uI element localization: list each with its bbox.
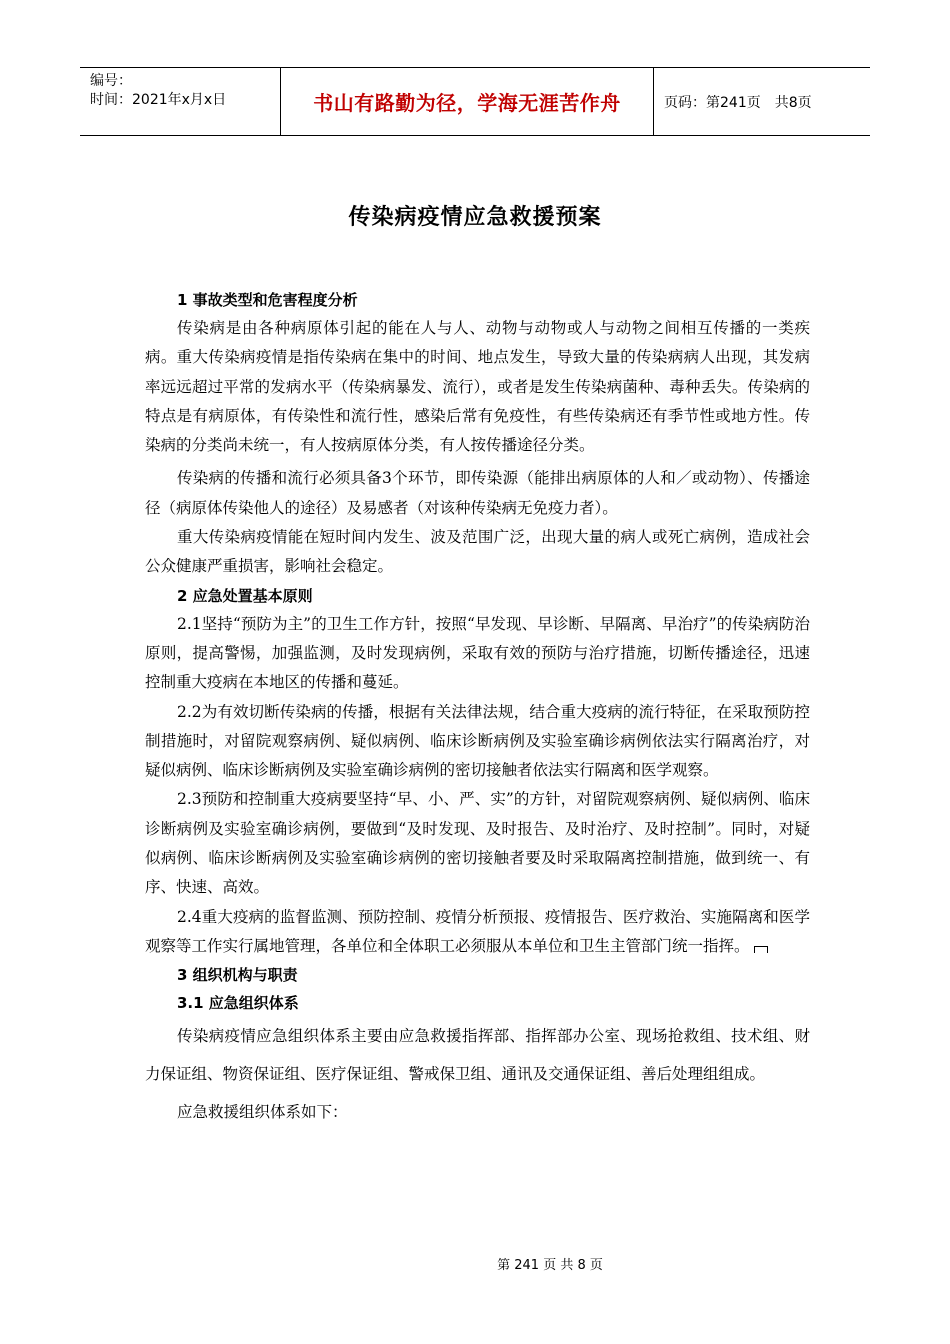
header-total-label: 共8页 [774,94,812,111]
section-1-paragraph-3: 重大传染病疫情能在短时间内发生、波及范围广泛，出现大量的病人或死亡病例，造成社会公众健康严重损害，影响社会稳定。 [145,528,810,576]
page-footer: 第 241 页 共 8 页 [497,1258,603,1273]
header-page-info [654,68,870,135]
document-title: 传染病疫情应急救援预案 [348,205,602,230]
section-2-paragraph-3: 2.3预防和控制重大疫病要坚持“早、小、严、实”的方针，对留院观察病例、疑似病例、临床诊断病例及实验室确诊病例，要做到“及时发现、及时报告、及时治疗、及时控制”。同时，对疑似病例、临床诊断病例及实验室确诊病例的密切接触者要及时采取隔离控制措施，做到统一、有序、快速、高效。 [145,790,810,897]
doc-number-label: 编号： [90,73,132,89]
section-1-paragraph-1: 传染病是由各种病原体引起的能在人与人、动物与动物或人与动物之间相互传播的一类疾病。重大传染病疫情是指传染病在集中的时间、地点发生，导致大量的传染病病人出现，其发病率远远超过平常的发病水平（传染病暴发、流行），或者是发生传染病菌种、毒种丢失。传染病的特点是有病原体，有传染性和流行性，感染后常有免疫性，有些传染病还有季节性或地方性。传染病的分类尚未统一，有人按病原体分类，有人按传播途径分类。 [145,319,810,455]
section-3-1-paragraph-2: 应急救援组织体系如下： [177,1103,348,1122]
section-1-heading: 1 事故类型和危害程度分析 [177,291,358,309]
section-2-paragraph-2: 2.2为有效切断传染病的传播，根据有关法律法规，结合重大疫病的流行特征，在采取预防控制措施时，对留院观察病例、疑似病例、临床诊断病例及实验室确诊病例依法实行隔离治疗，对疑似病例、临床诊断病例及实验室确诊病例的密切接触者依法实行隔离和医学观察。 [145,702,810,780]
section-2-heading: 2 应急处置基本原则 [177,586,313,605]
section-2-paragraph-1: 2.1坚持“预防为主”的卫生工作方针，按照“早发现、早诊断、早隔离、早治疗”的传染病防治原则，提高警惕，加强监测，及时发现病例，采取有效的预防与治疗措施，切断传播途径，迅速控制重大疫病在本地区的传播和蔓延。 [145,614,810,692]
edit-mark-icon [754,946,768,953]
section-3-1-paragraph-1: 传染病疫情应急组织体系主要由应急救援指挥部、指挥部办公室、现场抢救组、技术组、财力保证组、物资保证组、医疗保证组、警戒保卫组、通讯及交通保证组、善后处理组组成。 [145,1027,810,1084]
section-2-paragraph-4-text: 2.4重大疫病的监督监测、预防控制、疫情分析预报、疫情报告、医疗救治、实施隔离和医学观察等工作实行属地管理，各单位和全体职工必须服从本单位和卫生主管部门统一指挥。 [145,907,810,955]
header-page-label: 页码：第241页 [664,94,761,111]
section-3-heading: 3 组织机构与职责 [177,966,298,985]
document-body [145,286,810,1131]
section-3-1-heading: 3.1 应急组织体系 [177,994,299,1013]
section-2-paragraph-4 [145,903,810,962]
header-meta [80,68,280,135]
section-1-paragraph-2: 传染病的传播和流行必须具备3个环节，即传染源（能排出病原体的人和／或动物）、传播途径（病原体传染他人的途径）及易感者（对该种传染病无免疫力者）。 [145,469,810,517]
header-motto: 书山有路勤为径，学海无涯苦作舟 [280,68,654,135]
doc-time-label: 时间：2021年x月x日 [90,92,227,108]
page-header [80,67,870,136]
